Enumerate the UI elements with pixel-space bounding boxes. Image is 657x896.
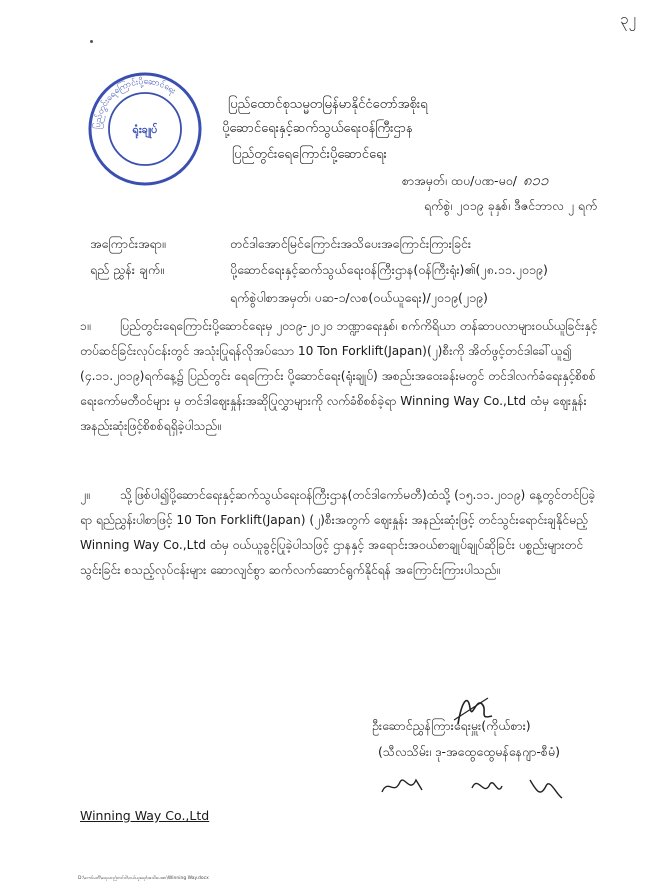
svg-text:ပြည်တွင်းရေကြောင်းပို့ဆောင်ရေး [91,76,178,129]
letterhead-line-1: ပြည်ထောင်စုသမ္မတမြန်မာနိုင်ငံတော်အစိုးရ [228,97,428,112]
reference-number-handwritten: ၈၁၁ [522,171,549,189]
paragraph-1-text: ပြည်တွင်းရေကြောင်းပို့ဆောင်ရေးမှ ၂၀၁၉-၂၀၂၀ ဘဏ္ဍာရေးနှစ်၊ စက်ကိရိယာ တန်ဆာပလာများဝယ်ယူခြင်းနှင့်တပ်ဆင်ခြင်းလုပ်ငန်းတွင် အသုံးပြုရန်လိုအပ်သော 10 Ton Forklift(Japan)(၂)စီးကို အိတ်ဖွင့်တင်ဒါခေါ်ယူ၍ (၄.၁၁.၂၀၁၉)ရက်နေ့၌ ပြည်တွင်း ရေကြောင်း ပို့ဆောင်ရေး(ရုံးချုပ်) အစည်းအဝေးခန်းမတွင် တင်ဒါလက်ခံရေးနှင့်စိစစ်ရေးကော်မတီဝင်များ မှ တင်ဒါဈေးနှုန်းအဆိုပြုလွှာများကို လက်ခံစိစစ်ခဲ့ရာ Winning Way Co.,Ltd ထံမှ ဈေးနှုန်း အနည်းဆုံးဖြင့်စိစစ်ရရှိခဲ့ပါသည်။ [80,319,598,433]
seal-center-text: ရုံးချုပ် [132,123,158,136]
paragraph-2-number: ၂။ [80,488,90,502]
recipient-name: Winning Way Co.,Ltd [80,808,210,823]
paragraph-2 [80,483,600,583]
signatory-title: (သီလသိမ်း၊ ဒု-အထွေထွေမန်နေဂျာ-စီမံ) [378,744,560,759]
letter-date: ရက်စွဲ၊ ၂၀၁၉ ခုနှစ်၊ ဒီဇင်ဘာလ ၂ ရက် [424,198,598,213]
reference-line-2: ရက်စွဲပါစာအမှတ်၊ ပဆ-၁/လစ(ဝယ်ယူရေး)/၂၀၁၉(၂၁၉) [230,290,488,305]
paragraph-1 [80,314,600,439]
reference-label: ရည် ညွှန်း ချက်။ [90,262,164,277]
reference-number-label: စာအမှတ်၊ ထပ/ပဏ-မဝ/ [402,173,517,188]
seal-ring-text: ပြည်တွင်းရေကြောင်းပို့ဆောင်ရေး [92,76,178,130]
reference-number [402,171,548,193]
signatory-name: ဦးဆောင်ညွှန်ကြားရေးမှူး(ကိုယ်စား) [372,718,531,733]
subject-label: အကြောင်းအရာ။ [90,236,166,251]
paragraph-1-number: ၁။ [80,319,91,333]
letterhead-line-2: ပို့ဆောင်ရေးနှင့်ဆက်သွယ်ရေးဝန်ကြီးဌာန [222,121,413,136]
page-number: ၃၂ [620,10,636,28]
reference-line-1: ပို့ဆောင်ရေးနှင့်ဆက်သွယ်ရေးဝန်ကြီးဌာန(ဝန်ကြီးရုံး)၏(၂၈.၁၁.၂၀၁၉) [230,262,548,277]
initials-scribbles [380,768,580,808]
subject-text: တင်ဒါအောင်မြင်ကြောင်းအသိပေးအကြောင်းကြားခြင်း [230,236,472,251]
letterhead-line-3: ပြည်တွင်းရေကြောင်းပို့ဆောင်ရေး [232,147,387,162]
file-path-footer: D:\ကော်မတီ\ရေယာဉ\တင်ဒါ\ဝယ်ယူရေး\အသိပေးစာ\Winning Way.docx [78,876,209,881]
stray-mark [90,40,93,43]
office-seal [86,70,204,188]
paragraph-2-text: သို့ဖြစ်ပါ၍ပို့ဆောင်ရေးနှင့်ဆက်သွယ်ရေးဝန်ကြီးဌာန(တင်ဒါကော်မတီ)ထံသို့ (၁၅.၁၁.၂၀၁၉) နေ့တွင်တင်ပြခဲ့ရာ ရည်ညွှန်းပါစာဖြင့် 10 Ton Forklift(Japan) (၂)စီးအတွက် ဈေးနှုန်း အနည်းဆုံးဖြင့် တင်သွင်းရောင်းချနိုင်မည့် Winning Way Co.,Ltd ထံမှ ဝယ်ယူခွင့်ပြုခဲ့ပါသဖြင့် ဌာနနှင့် အရောင်းအဝယ်စာချုပ်ချုပ်ဆိုခြင်း ပစ္စည်းများတင်သွင်းခြင်း စသည့်လုပ်ငန်းများ ဆောလျင်စွာ ဆက်လက်ဆောင်ရွက်နိုင်ရန် အကြောင်းကြားပါသည်။ [80,488,596,577]
